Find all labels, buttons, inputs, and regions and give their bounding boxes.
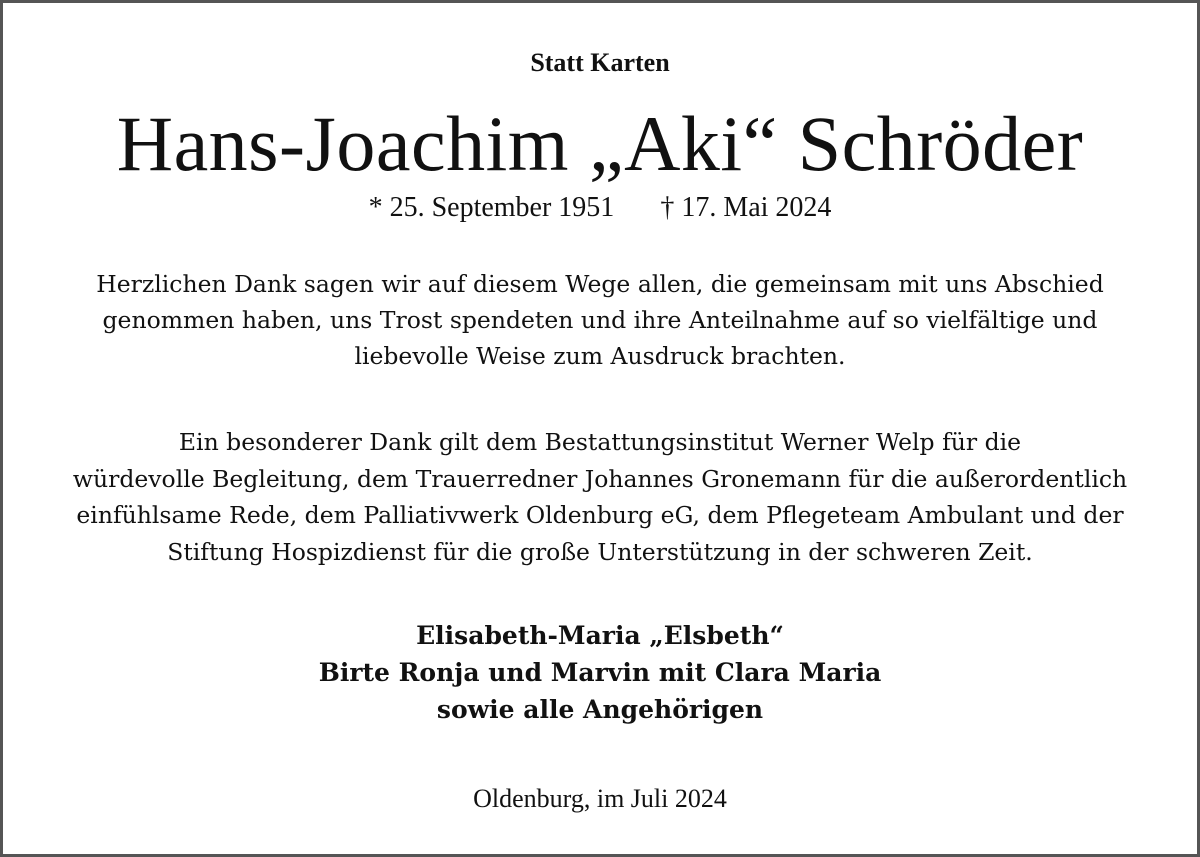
family-line: sowie alle Angehörigen (436, 695, 764, 724)
special-thanks-line: einfühlsame Rede, dem Palliativwerk Oldenburg eG, dem Pflegeteam Ambulant und der (76, 501, 1124, 529)
thanks-line: liebevolle Weise zum Ausdruck brachten. (354, 342, 846, 370)
special-thanks-paragraph (33, 424, 1167, 570)
special-thanks-line: Ein besonderer Dank gilt dem Bestattungsinstitut Werner Welp für die (178, 428, 1022, 456)
thanks-paragraph (43, 266, 1157, 374)
family-line: Birte Ronja und Marvin mit Clara Maria (318, 658, 882, 687)
thanks-line: genommen haben, uns Trost spendeten und ihre Anteilnahme auf so vielfältige und (102, 306, 1098, 334)
special-thanks-line: Stiftung Hospizdienst für die große Unterstützung in der schweren Zeit. (167, 537, 1033, 566)
family-line: Elisabeth-Maria „Elsbeth“ (416, 621, 784, 650)
thanks-line: Herzlichen Dank sagen wir auf diesem Wege allen, die gemeinsam mit uns Abschied (96, 270, 1104, 298)
birth-date: * 25. September 1951 (368, 192, 615, 223)
life-dates (3, 191, 1197, 225)
death-date: † 17. Mai 2024 (660, 192, 832, 223)
place-date: Oldenburg, im Juli 2024 (473, 784, 727, 813)
notice-heading: Statt Karten (530, 48, 670, 77)
family-signature (3, 617, 1197, 728)
special-thanks-line: würdevolle Begleitung, dem Trauerredner Johannes Gronemann für die außerordentlich (72, 464, 1128, 493)
deceased-name: Hans-Joachim „Aki“ Schröder (116, 100, 1084, 187)
